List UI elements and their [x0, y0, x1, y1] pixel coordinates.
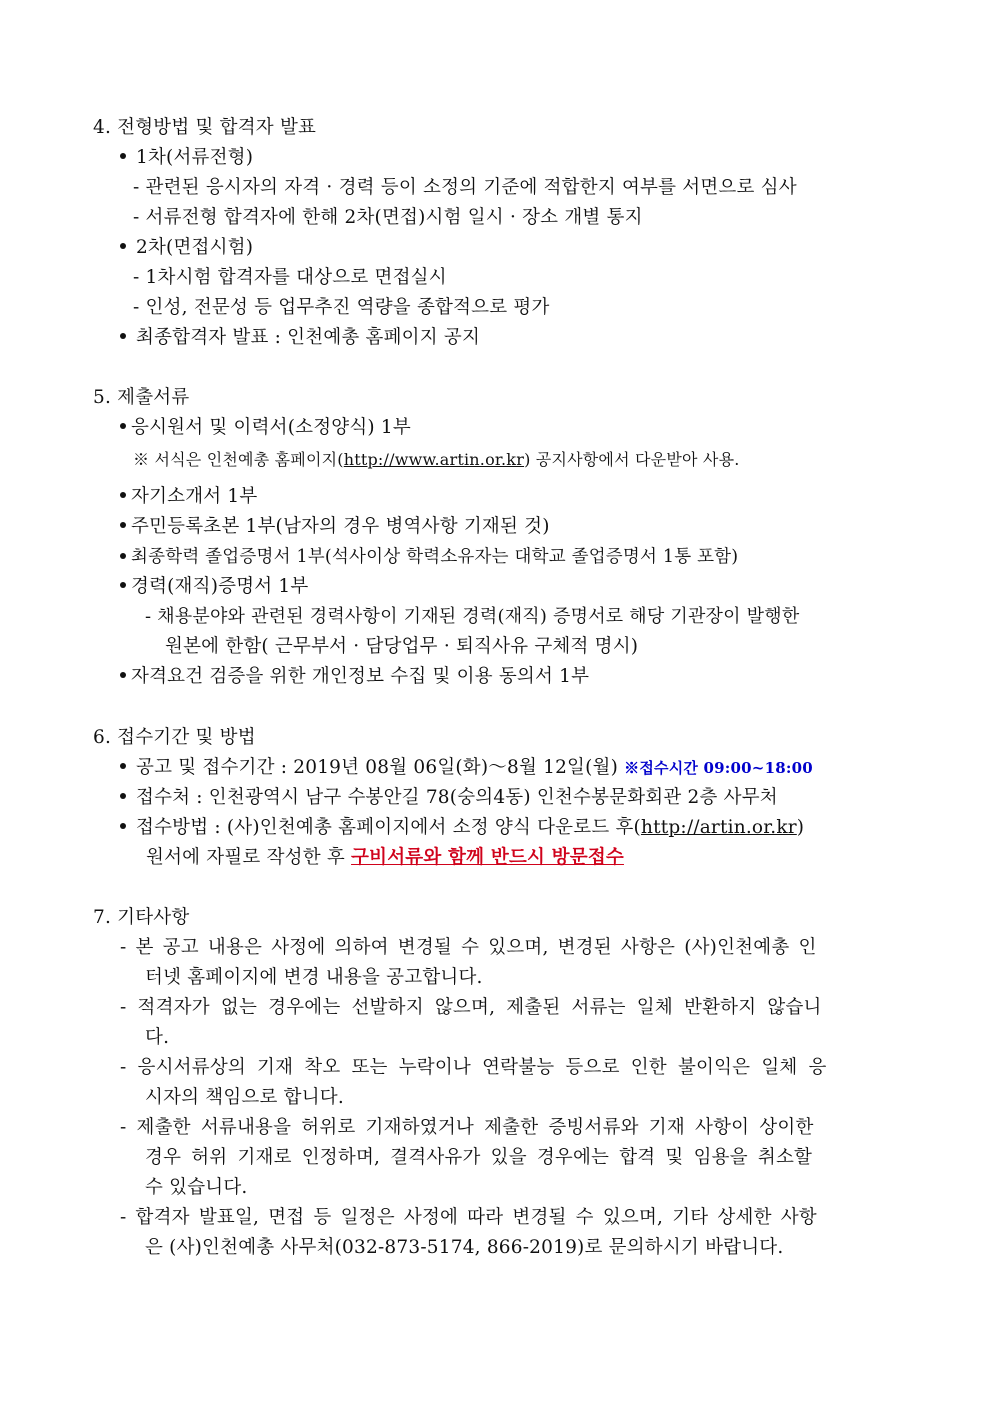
- section-7-line: 다.: [145, 1027, 170, 1048]
- section-6-bullet-3: 접수방법 : (사)인천예총 홈페이지에서 소정 양식 다운로드 후(http://artin.or.kr): [120, 816, 804, 840]
- section-4-bullet-1: 1차(서류전형): [120, 146, 253, 170]
- section-4-detail: - 관련된 응시자의 자격 · 경력 등이 소정의 기준에 적합한지 여부를 서면으로 심사: [133, 177, 797, 198]
- section-7-line: 은 (사)인천예총 사무처(032-873-5174, 866-2019)로 문의하시기 바랍니다.: [145, 1237, 784, 1258]
- section-7-line: - 합격자 발표일, 면접 등 일정은 사정에 따라 변경될 수 있으며, 기타 상세한 사항: [120, 1207, 817, 1228]
- bullet-icon: [120, 423, 126, 429]
- section-7-line: - 적격자가 없는 경우에는 선발하지 않으며, 제출된 서류는 일체 반환하지 않습니: [120, 997, 822, 1018]
- section-7-line: 시자의 책임으로 합니다.: [145, 1087, 344, 1108]
- section-6-bullet-1: 공고 및 접수기간 : 2019년 08월 06일(화)～8월 12일(월) ※접수시간 09:00~18:00: [120, 756, 813, 780]
- artin-link[interactable]: http://artin.or.kr: [640, 817, 797, 838]
- section-7-line: 터넷 홈페이지에 변경 내용을 공고합니다.: [145, 967, 483, 988]
- bullet-icon: [120, 823, 126, 829]
- bullet-icon: [120, 763, 126, 769]
- section-7-line: 수 있습니다.: [145, 1177, 248, 1198]
- bullet-icon: [120, 672, 126, 678]
- section-7-line: 경우 허위 기재로 인정하며, 결격사유가 있을 경우에는 합격 및 임용을 취소할: [145, 1147, 813, 1168]
- section-5-bullet-1: 응시원서 및 이력서(소정양식) 1부: [120, 416, 411, 440]
- section-7-line: - 응시서류상의 기재 착오 또는 누락이나 연락불능 등으로 인한 불이익은 일체 응: [120, 1057, 827, 1078]
- bullet-icon: [120, 582, 126, 588]
- section-4-detail: - 인성, 전문성 등 업무추진 역량을 종합적으로 평가: [133, 297, 550, 318]
- section-5-heading: 5. 제출서류: [93, 387, 190, 408]
- section-5-bullet-6: 자격요건 검증을 위한 개인정보 수집 및 이용 동의서 1부: [120, 665, 589, 689]
- bullet-icon: [120, 333, 126, 339]
- section-4-detail: - 1차시험 합격자를 대상으로 면접실시: [133, 267, 447, 288]
- section-5-bullet-5: 경력(재직)증명서 1부: [120, 575, 308, 599]
- section-5-detail: - 채용분야와 관련된 경력사항이 기재된 경력(재직) 증명서로 해당 기관장이 발행한: [145, 606, 800, 627]
- visit-submission-notice: 구비서류와 함께 반드시 방문접수: [351, 847, 624, 868]
- section-5-bullet-3: 주민등록초본 1부(남자의 경우 병역사항 기재된 것): [120, 515, 550, 539]
- section-4-bullet-2: 2차(면접시험): [120, 236, 253, 260]
- bullet-icon: [120, 553, 126, 559]
- homepage-link[interactable]: http://www.artin.or.kr: [343, 450, 525, 469]
- section-5-detail: 원본에 한함( 근무부서 · 담당업무 · 퇴직사유 구체적 명시): [165, 636, 639, 657]
- reception-hours: ※접수시간 09:00~18:00: [624, 759, 813, 777]
- bullet-icon: [120, 492, 126, 498]
- section-7-heading: 7. 기타사항: [93, 907, 190, 928]
- section-6-bullet-2: 접수처 : 인천광역시 남구 수봉안길 78(숭의4동) 인천수봉문화회관 2층 사무처: [120, 786, 778, 810]
- section-5-bullet-2: 자기소개서 1부: [120, 485, 257, 509]
- section-5-note: ※ 서식은 인천예총 홈페이지(http://www.artin.or.kr) 공지사항에서 다운받아 사용.: [133, 450, 740, 469]
- section-7-line: - 본 공고 내용은 사정에 의하여 변경될 수 있으며, 변경된 사항은 (사)인천예총 인: [120, 937, 817, 958]
- section-5-bullet-4: 최종학력 졸업증명서 1부(석사이상 학력소유자는 대학교 졸업증명서 1통 포함): [120, 545, 738, 569]
- bullet-icon: [120, 243, 126, 249]
- section-6-bullet-3-cont: 원서에 자필로 작성한 후 구비서류와 함께 반드시 방문접수: [146, 847, 624, 868]
- section-4-bullet-3: 최종합격자 발표 : 인천예총 홈페이지 공지: [120, 326, 480, 350]
- bullet-icon: [120, 522, 126, 528]
- bullet-icon: [120, 153, 126, 159]
- section-4-heading: 4. 전형방법 및 합격자 발표: [93, 117, 317, 138]
- section-4-detail: - 서류전형 합격자에 한해 2차(면접)시험 일시 · 장소 개별 통지: [133, 207, 643, 228]
- bullet-icon: [120, 793, 126, 799]
- section-6-heading: 6. 접수기간 및 방법: [93, 727, 256, 748]
- section-7-line: - 제출한 서류내용을 허위로 기재하였거나 제출한 증빙서류와 기재 사항이 상이한: [120, 1117, 814, 1138]
